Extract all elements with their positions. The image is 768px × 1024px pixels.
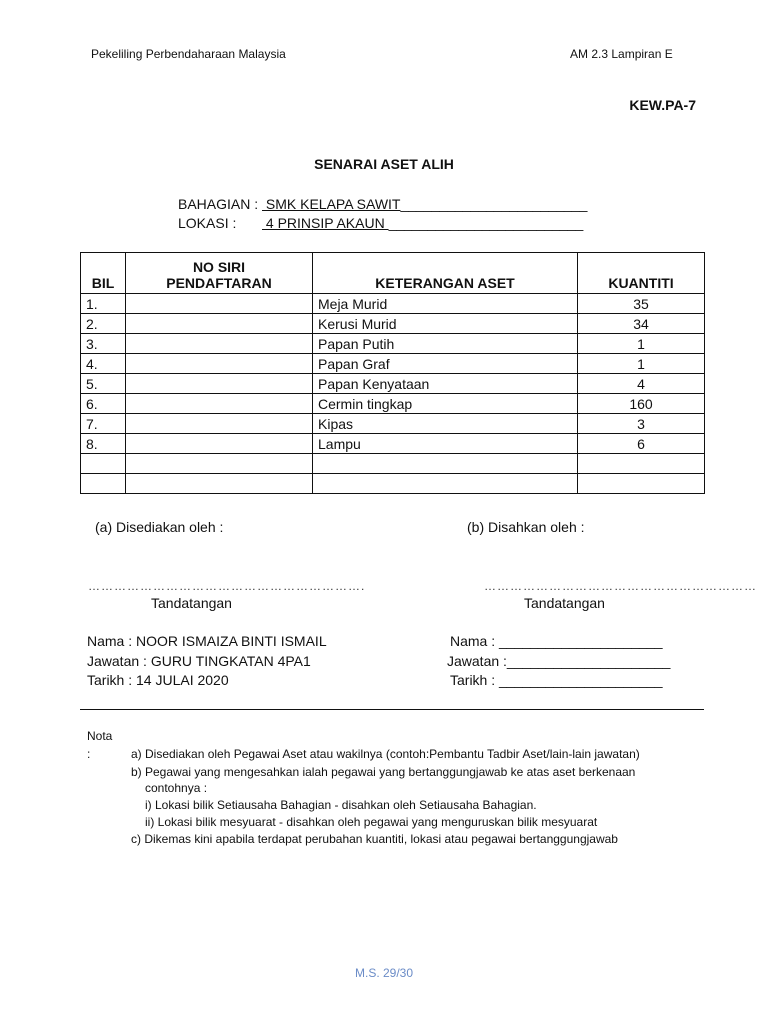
cell-kuantiti: 4 (578, 374, 705, 394)
cell-kuantiti: 1 (578, 354, 705, 374)
note-b-ii: ii) Lokasi bilik mesyuarat - disahkan oleh pegawai yang menguruskan bilik mesyuarat (145, 815, 598, 829)
cell-bil (81, 454, 126, 474)
approver-jawatan: Jawatan :_____________________ (447, 653, 671, 669)
cell-kuantiti (578, 474, 705, 494)
cell-kuantiti: 34 (578, 314, 705, 334)
cell-no-siri (126, 334, 313, 354)
approved-by-label: (b) Disahkan oleh : (467, 519, 585, 535)
page-title: SENARAI ASET ALIH (314, 156, 454, 172)
preparer-jawatan: Jawatan : GURU TINGKATAN 4PA1 (87, 653, 311, 669)
cell-no-siri (126, 294, 313, 314)
lokasi-fill: _________________________ (388, 215, 584, 231)
table-header-row (81, 253, 705, 294)
col-no-siri-line2: PENDAFTARAN (166, 275, 272, 291)
cell-kuantiti: 35 (578, 294, 705, 314)
cell-kuantiti: 6 (578, 434, 705, 454)
cell-no-siri (126, 394, 313, 414)
approver-tarikh: Tarikh : _____________________ (450, 672, 663, 688)
table-row (81, 414, 705, 434)
asset-table (80, 252, 705, 494)
table-row (81, 334, 705, 354)
bahagian-value: SMK KELAPA SAWIT (262, 196, 401, 212)
cell-keterangan (313, 454, 578, 474)
notes-colon: : (87, 747, 91, 761)
header-right: AM 2.3 Lampiran E (570, 47, 673, 61)
cell-no-siri (126, 474, 313, 494)
bahagian-fill: ________________________ (400, 196, 588, 212)
page-number: M.S. 29/30 (354, 966, 414, 980)
cell-keterangan: Papan Kenyataan (313, 374, 578, 394)
note-b1: b) Pegawai yang mengesahkan ialah pegawai yang bertanggungjawab ke atas aset berkenaan (131, 765, 636, 779)
cell-no-siri (126, 374, 313, 394)
note-b-i: i) Lokasi bilik Setiausaha Bahagian - disahkan oleh Setiausaha Bahagian. (145, 798, 537, 812)
col-no-siri (126, 253, 313, 294)
cell-bil: 8. (81, 434, 126, 454)
cell-bil: 5. (81, 374, 126, 394)
cell-bil: 2. (81, 314, 126, 334)
prepared-by-label: (a) Disediakan oleh : (95, 519, 224, 535)
header-left: Pekeliling Perbendaharaan Malaysia (91, 47, 286, 61)
table-row (81, 294, 705, 314)
cell-keterangan: Cermin tingkap (313, 394, 578, 414)
bahagian-label: BAHAGIAN : (178, 196, 259, 212)
table-row (81, 354, 705, 374)
signature-line-left: ………………………………………………………. (88, 579, 366, 593)
note-b2: contohnya : (145, 781, 208, 795)
cell-kuantiti: 160 (578, 394, 705, 414)
table-row (81, 434, 705, 454)
preparer-tarikh: Tarikh : 14 JULAI 2020 (87, 672, 229, 688)
cell-keterangan: Papan Graf (313, 354, 578, 374)
cell-bil: 1. (81, 294, 126, 314)
cell-keterangan: Papan Putih (313, 334, 578, 354)
approver-nama: Nama : _____________________ (450, 633, 663, 649)
cell-kuantiti: 3 (578, 414, 705, 434)
table-row (81, 454, 705, 474)
cell-bil: 7. (81, 414, 126, 434)
cell-bil: 4. (81, 354, 126, 374)
col-keterangan: KETERANGAN ASET (313, 253, 578, 294)
cell-no-siri (126, 454, 313, 474)
table-row (81, 374, 705, 394)
note-c: c) Dikemas kini apabila terdapat perubahan kuantiti, lokasi atau pegawai bertanggungjawab (131, 832, 618, 846)
cell-keterangan: Meja Murid (313, 294, 578, 314)
cell-keterangan: Kerusi Murid (313, 314, 578, 334)
cell-no-siri (126, 314, 313, 334)
signature-label-right: Tandatangan (524, 595, 605, 611)
lokasi-value: 4 PRINSIP AKAUN (262, 215, 389, 231)
cell-no-siri (126, 414, 313, 434)
cell-no-siri (126, 354, 313, 374)
cell-no-siri (126, 434, 313, 454)
lokasi-line (178, 215, 583, 231)
signature-label-left: Tandatangan (151, 595, 232, 611)
notes-heading: Nota (87, 729, 113, 743)
table-row (81, 314, 705, 334)
preparer-nama: Nama : NOOR ISMAIZA BINTI ISMAIL (87, 633, 327, 649)
table-row (81, 474, 705, 494)
col-kuantiti: KUANTITI (578, 253, 705, 294)
form-code: KEW.PA-7 (629, 97, 696, 113)
col-bil: BIL (81, 253, 126, 294)
table-row (81, 394, 705, 414)
cell-bil: 6. (81, 394, 126, 414)
cell-bil (81, 474, 126, 494)
note-a: a) Disediakan oleh Pegawai Aset atau wakilnya (contoh:Pembantu Tadbir Aset/lain-lain jawatan) (131, 747, 640, 761)
col-no-siri-line1: NO SIRI (192, 259, 246, 275)
cell-keterangan (313, 474, 578, 494)
cell-keterangan: Lampu (313, 434, 578, 454)
bahagian-line (178, 196, 587, 212)
divider (80, 709, 704, 710)
signature-line-right: ……………………………………………………… (484, 579, 757, 593)
cell-keterangan: Kipas (313, 414, 578, 434)
lokasi-label: LOKASI : (178, 215, 237, 231)
cell-bil: 3. (81, 334, 126, 354)
cell-kuantiti: 1 (578, 334, 705, 354)
cell-kuantiti (578, 454, 705, 474)
